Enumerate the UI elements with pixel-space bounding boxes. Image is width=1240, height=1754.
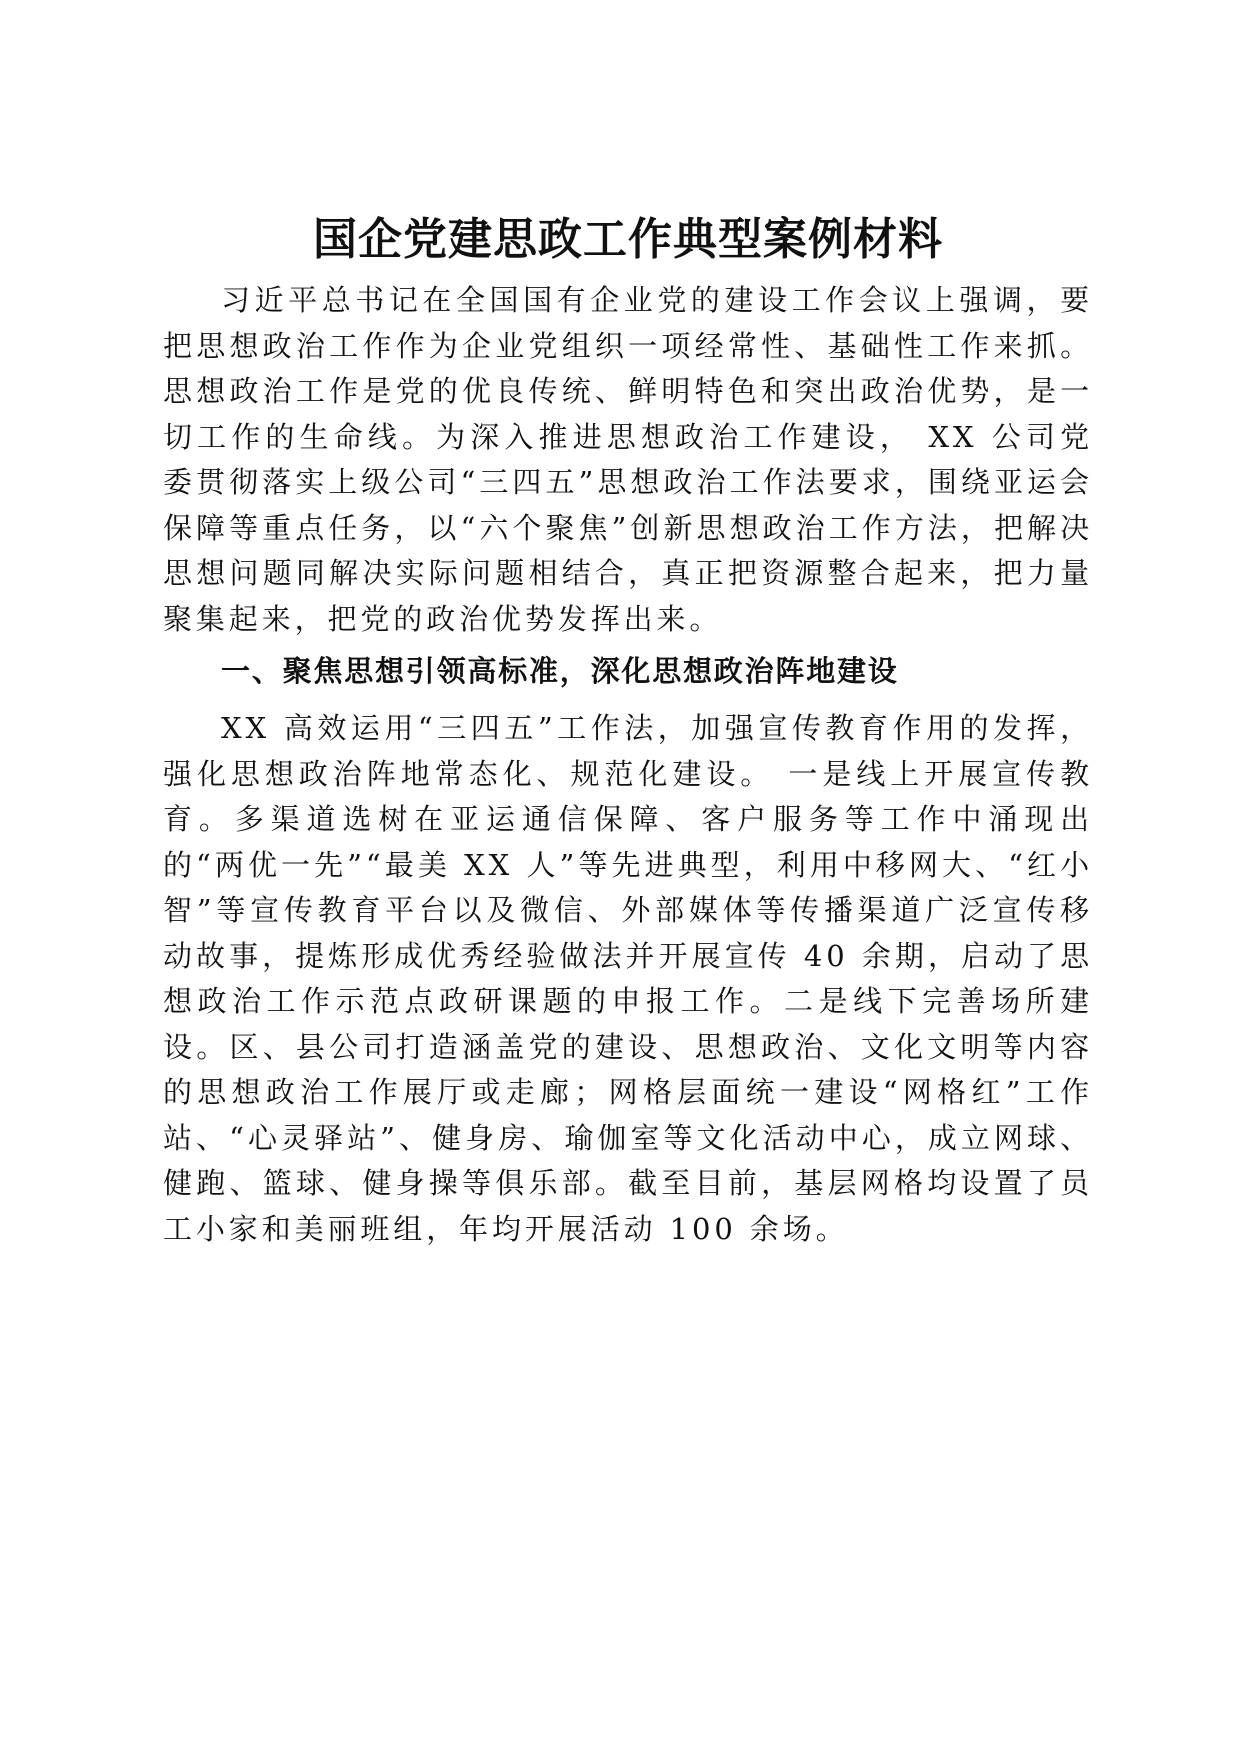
document-body — [163, 210, 1093, 1252]
section-heading-1: 一、聚焦思想引领高标准，深化思想政治阵地建设 — [221, 654, 899, 688]
document-title: 国企党建思政工作典型案例材料 — [313, 214, 943, 265]
section-paragraph-1: XX 高效运用“三四五”工作法，加强宣传教育作用的发挥，强化思想政治阵地常态化、规范化建设。 一是线上开展宣传教育。多渠道选树在亚运通信保障、客户服务等工作中涌现出的“两优一先”“最美 XX 人”等先进典型，利用中移网大、“红小智”等宣传教育平台以及微信、外部媒体等传播渠道广泛宣传移动故事，提炼形成优秀经验做法并开展宣传 40 余期，启动了思想政治工作示范点政研课题的申报工作。二是线下完善场所建设。区、县公司打造涵盖党的建设、思想政治、文化文明等内容的思想政治工作展厅或走廊；网格层面统一建设“网格红”工作站、“心灵驿站”、健身房、瑜伽室等文化活动中心，成立网球、健跑、篮球、健身操等俱乐部。截至目前，基层网格均设置了员工小家和美丽班组，年均开展活动 100 余场。 — [163, 711, 1093, 1246]
intro-paragraph: 习近平总书记在全国国有企业党的建设工作会议上强调，要把思想政治工作作为企业党组织一项经常性、基础性工作来抓。思想政治工作是党的优良传统、鲜明特色和突出政治优势，是一切工作的生命线。为深入推进思想政治工作建设， XX 公司党委贯彻落实上级公司“三四五”思想政治工作法要求，围绕亚运会保障等重点任务，以“六个聚焦”创新思想政治工作方法，把解决思想问题同解决实际问题相结合，真正把资源整合起来，把力量聚集起来，把党的政治优势发挥出来。 — [163, 283, 1093, 636]
